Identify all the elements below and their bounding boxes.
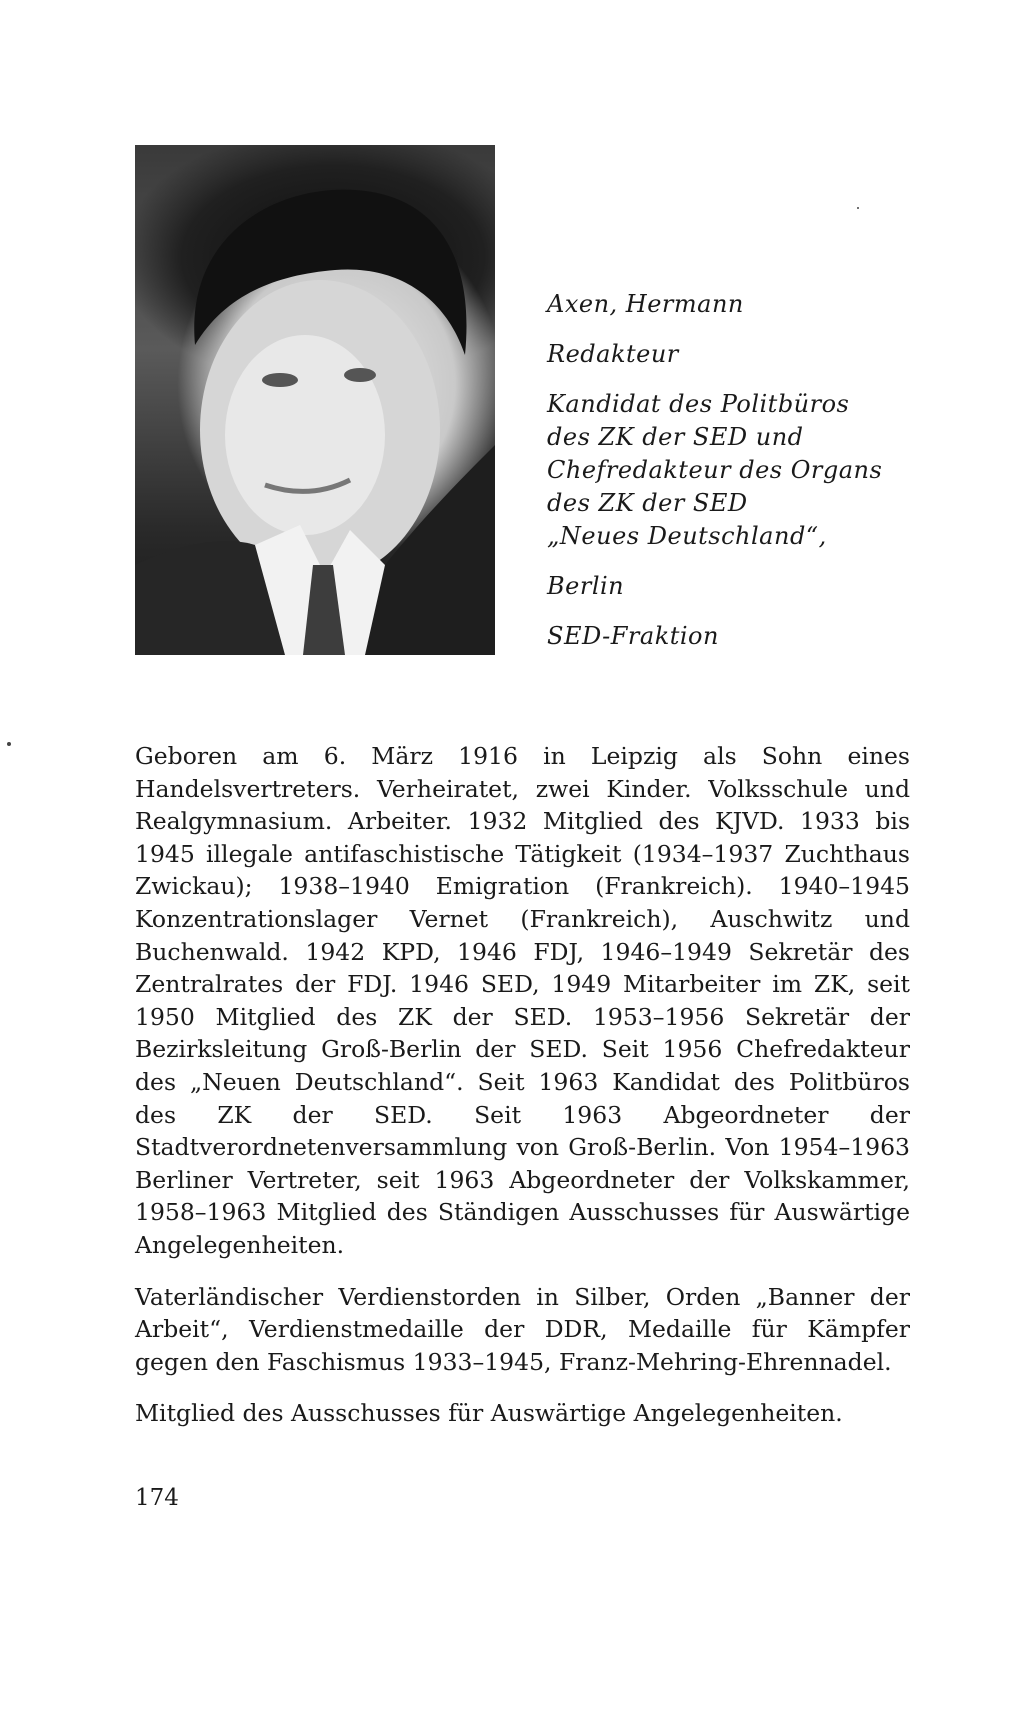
faction: SED-Fraktion (547, 622, 719, 650)
caption (547, 288, 927, 670)
bio-paragraph: Vaterländischer Verdienstorden in Silber, Orden „Banner der Arbeit“, Verdienstmedaille der DDR, Medaille für Kämpfer gegen den Faschismus 1933–1945, Franz-Mehring-Ehrennadel. (135, 1282, 910, 1376)
person-name: Axen, Hermann (547, 290, 744, 318)
speck-mark (857, 207, 859, 209)
occupation: Redakteur (547, 340, 679, 368)
portrait-illustration (135, 145, 495, 655)
bio-paragraph: Geboren am 6. März 1916 in Leipzig als Sohn eines Handelsvertreters. Verheiratet, zwei Kinder. Volksschule und Realgymnasium. Arbeiter. 1932 Mitglied des KJVD. 1933 bis 1945 illegale antifaschistische Tätigkeit (1934–1937 Zuchthaus Zwickau); 1938–1940 Emigration (Frankreich). 1940–1945 Konzentrationslager Vernet (Frankreich), Auschwitz und Buchenwald. 1942 KPD, 1946 FDJ, 1946–1949 Sekretär des Zentralrates der FDJ. 1946 SED, 1949 Mitarbeiter im ZK, seit 1950 Mitglied des ZK der SED. 1953–1956 Sekretär der Bezirksleitung Groß-Berlin der SED. Seit 1956 Chefredakteur des „Neuen Deutschland“. Seit 1963 Kandidat des Politbüros des ZK der SED. Seit 1963 Abgeordneter der Stadtverordnetenversammlung von Groß-Berlin. Von 1954–1963 Berliner Vertreter, seit 1963 Abgeordneter der Volkskammer, 1958–1963 Mitglied des Ständigen Ausschusses für Auswärtige Angelegenheiten. (135, 742, 910, 1259)
speck-mark (7, 742, 11, 746)
bio-paragraph: Mitglied des Ausschusses für Auswärtige Angelegenheiten. (135, 1399, 843, 1428)
page-number: 174 (135, 1485, 179, 1511)
biography (135, 740, 910, 1449)
portrait-photo (135, 145, 495, 655)
city: Berlin (547, 572, 625, 600)
position: Kandidat des Politbüros des ZK der SED und Chefredakteur des Organs des ZK der SED „Neues Deutschland“, (547, 390, 883, 550)
